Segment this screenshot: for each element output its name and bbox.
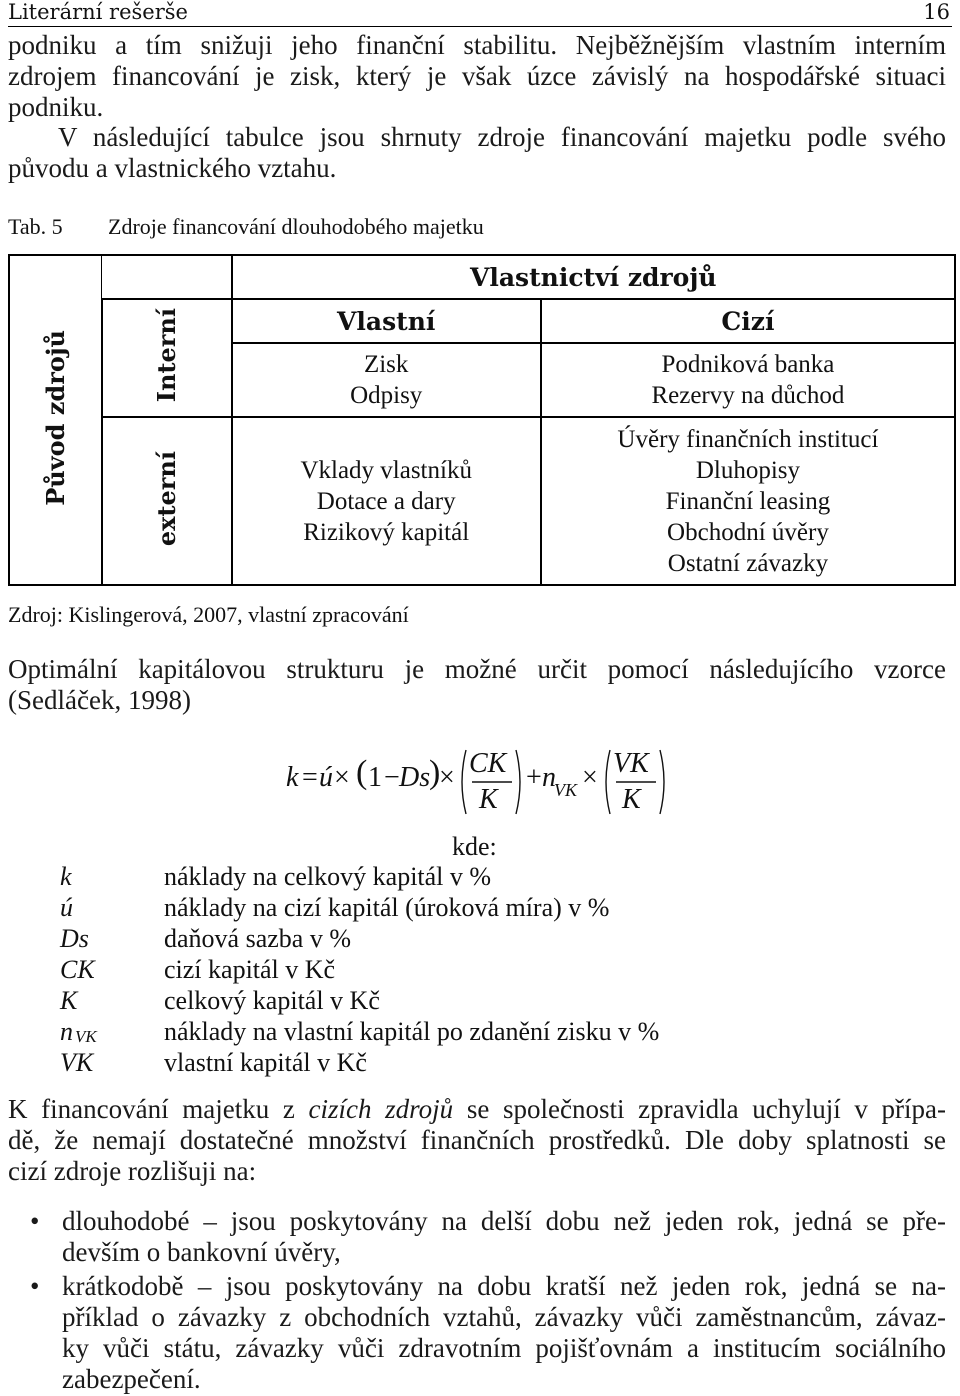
- bullet-dot: •: [30, 1271, 40, 1301]
- row-external-cell: [102, 417, 232, 585]
- intro-line-3: podniku.: [8, 92, 104, 122]
- external-foreign-item: Úvěry finančních institucí: [617, 425, 879, 453]
- corner-cell: [102, 255, 232, 299]
- formula-plus: +: [526, 762, 542, 793]
- formula-u: ú: [319, 762, 333, 793]
- formula-vk: VK: [613, 748, 649, 779]
- internal-own-cell: [232, 343, 541, 417]
- after-line-1: [8, 1094, 946, 1125]
- internal-foreign-cell: [541, 343, 955, 417]
- external-own-item: Dotace a dary: [316, 487, 456, 515]
- after-line-1-end: se společnosti zpravidla uchylují v přípa-: [453, 1094, 946, 1124]
- legend-row: [60, 955, 940, 986]
- legend-row: [60, 1017, 940, 1048]
- bullet-2-line-1: krátkodobě – jsou poskytovány na dobu kratší než jeden rok, jedná se na-: [62, 1271, 946, 1301]
- external-foreign-item: Obchodní úvěry: [667, 518, 829, 546]
- row-internal-label: Interní: [152, 308, 182, 403]
- formula-k: k: [286, 762, 299, 793]
- legend-symbol-sub: VK: [75, 1027, 97, 1046]
- legend-row: [60, 924, 940, 955]
- legend-symbol: VK: [60, 1048, 94, 1077]
- legend-row: [60, 1048, 940, 1079]
- legend-symbol: K: [60, 986, 78, 1015]
- internal-own-item: Zisk: [363, 351, 409, 378]
- internal-foreign-item: Podniková banka: [661, 351, 835, 378]
- table-source: Zdroj: Kislingerová, 2007, vlastní zpracování: [8, 602, 409, 627]
- page-header: [8, 0, 952, 27]
- bullet-2-line-2: příklad o závazky z obchodních vztahů, závazky vůči zaměstnancům, závaz-: [62, 1302, 946, 1332]
- row-external-label: externí: [152, 450, 182, 547]
- legend-row: [60, 893, 940, 924]
- page-number: 16: [923, 0, 950, 24]
- external-own-cell: [232, 417, 541, 585]
- bullet-1-line-2: devším o bankovní úvěry,: [62, 1237, 341, 1267]
- formula-k-den-2: K: [622, 784, 641, 815]
- external-own-item: Vklady vlastníků: [300, 456, 472, 484]
- variable-legend: [60, 862, 940, 1079]
- table-label: Tab. 5: [8, 214, 63, 239]
- bullet-2-line-3: ky vůči státu, závazky vůči zdravotním pojišťovnám a institucím sociálního: [62, 1333, 946, 1363]
- intro-line-1: podniku a tím snižuji jeho finanční stabilitu. Nejběžnějším vlastním interním: [8, 30, 946, 60]
- legend-text: cizí kapitál v Kč: [164, 955, 336, 984]
- legend-row: [60, 862, 940, 893]
- legend-symbol: CK: [60, 955, 95, 984]
- external-own-item: Rizikový kapitál: [303, 518, 470, 546]
- bullet-2-line-4: zabezpečení.: [62, 1364, 201, 1394]
- formula-times-2: ×: [439, 762, 455, 793]
- side-header: Původ zdrojů: [40, 329, 70, 506]
- intro-line-2: zdrojem financování je zisk, který je však úzce závislý na hospodářské situaci: [8, 61, 946, 91]
- legend-symbol: ú: [60, 893, 73, 922]
- table-caption: Zdroje financování dlouhodobého majetku: [108, 214, 484, 239]
- formula-times-1: ×: [334, 762, 350, 793]
- after-line-1-emphasis: cizích zdrojů: [308, 1094, 454, 1124]
- formula-intro-line-2: (Sedláček, 1998): [8, 685, 191, 715]
- legend-text: náklady na vlastní kapitál po zdanění zisku v %: [164, 1017, 660, 1046]
- col-foreign-cell: [541, 299, 955, 343]
- row-internal-cell: [102, 299, 232, 417]
- legend-symbol: n: [60, 1017, 73, 1046]
- top-header-cell: [232, 255, 955, 299]
- top-header: Vlastnictví zdrojů: [469, 262, 717, 292]
- legend-text: vlastní kapitál v Kč: [164, 1048, 367, 1077]
- legend-row: [60, 986, 940, 1017]
- side-header-cell: [9, 255, 102, 585]
- bullet-dot: •: [30, 1206, 40, 1236]
- col-own-cell: [232, 299, 541, 343]
- internal-own-item: Odpisy: [350, 382, 423, 409]
- chapter-title: Literární rešerše: [8, 0, 188, 24]
- external-foreign-item: Ostatní závazky: [667, 549, 829, 577]
- legend-text: náklady na cizí kapitál (úroková míra) v %: [164, 893, 610, 922]
- after-line-3: cizí zdroje rozlišuji na:: [8, 1156, 257, 1186]
- legend-text: daňová sazba v %: [164, 924, 351, 953]
- col-foreign-label: Cizí: [721, 306, 775, 336]
- formula-eq: =: [302, 762, 318, 793]
- formula-minus: −: [384, 762, 400, 793]
- after-line-2: dě, že nemají dostatečné množství finančních prostředků. Dle doby splatnosti se: [8, 1125, 946, 1155]
- wacc-formula: [286, 746, 686, 818]
- formula-paren-open: (: [356, 754, 368, 791]
- formula-n: n: [542, 762, 556, 793]
- external-foreign-item: Finanční leasing: [665, 487, 831, 515]
- formula-n-sub: VK: [554, 780, 578, 800]
- intro-line-4: V následující tabulce jsou shrnuty zdroje financování majetku podle svého: [58, 122, 946, 152]
- internal-foreign-item: Rezervy na důchod: [651, 382, 845, 409]
- formula-paren-close: ): [429, 754, 441, 791]
- col-own-label: Vlastní: [337, 306, 436, 336]
- legend-text: celkový kapitál v Kč: [164, 986, 380, 1015]
- legend-symbol: Ds: [60, 924, 89, 953]
- legend-text: náklady na celkový kapitál v %: [164, 862, 492, 891]
- formula-times-3: ×: [582, 762, 598, 793]
- formula-one: 1: [368, 762, 382, 793]
- external-foreign-cell: [541, 417, 955, 585]
- formula-ck: CK: [469, 748, 507, 779]
- legend-symbol: k: [60, 862, 72, 891]
- after-line-1-start: K financování majetku z: [8, 1094, 309, 1124]
- where-label: kde:: [452, 832, 497, 861]
- sources-table: [8, 254, 956, 586]
- formula-ds: Ds: [399, 762, 431, 793]
- external-foreign-item: Dluhopisy: [695, 456, 801, 484]
- formula-k-den-1: K: [479, 784, 498, 815]
- bullet-1-line-1: dlouhodobé – jsou poskytovány na delší dobu než jeden rok, jedná se pře-: [62, 1206, 946, 1236]
- formula-intro-line-1: Optimální kapitálovou strukturu je možné určit pomocí následujícího vzorce: [8, 654, 946, 684]
- intro-line-5: původu a vlastnického vztahu.: [8, 153, 337, 183]
